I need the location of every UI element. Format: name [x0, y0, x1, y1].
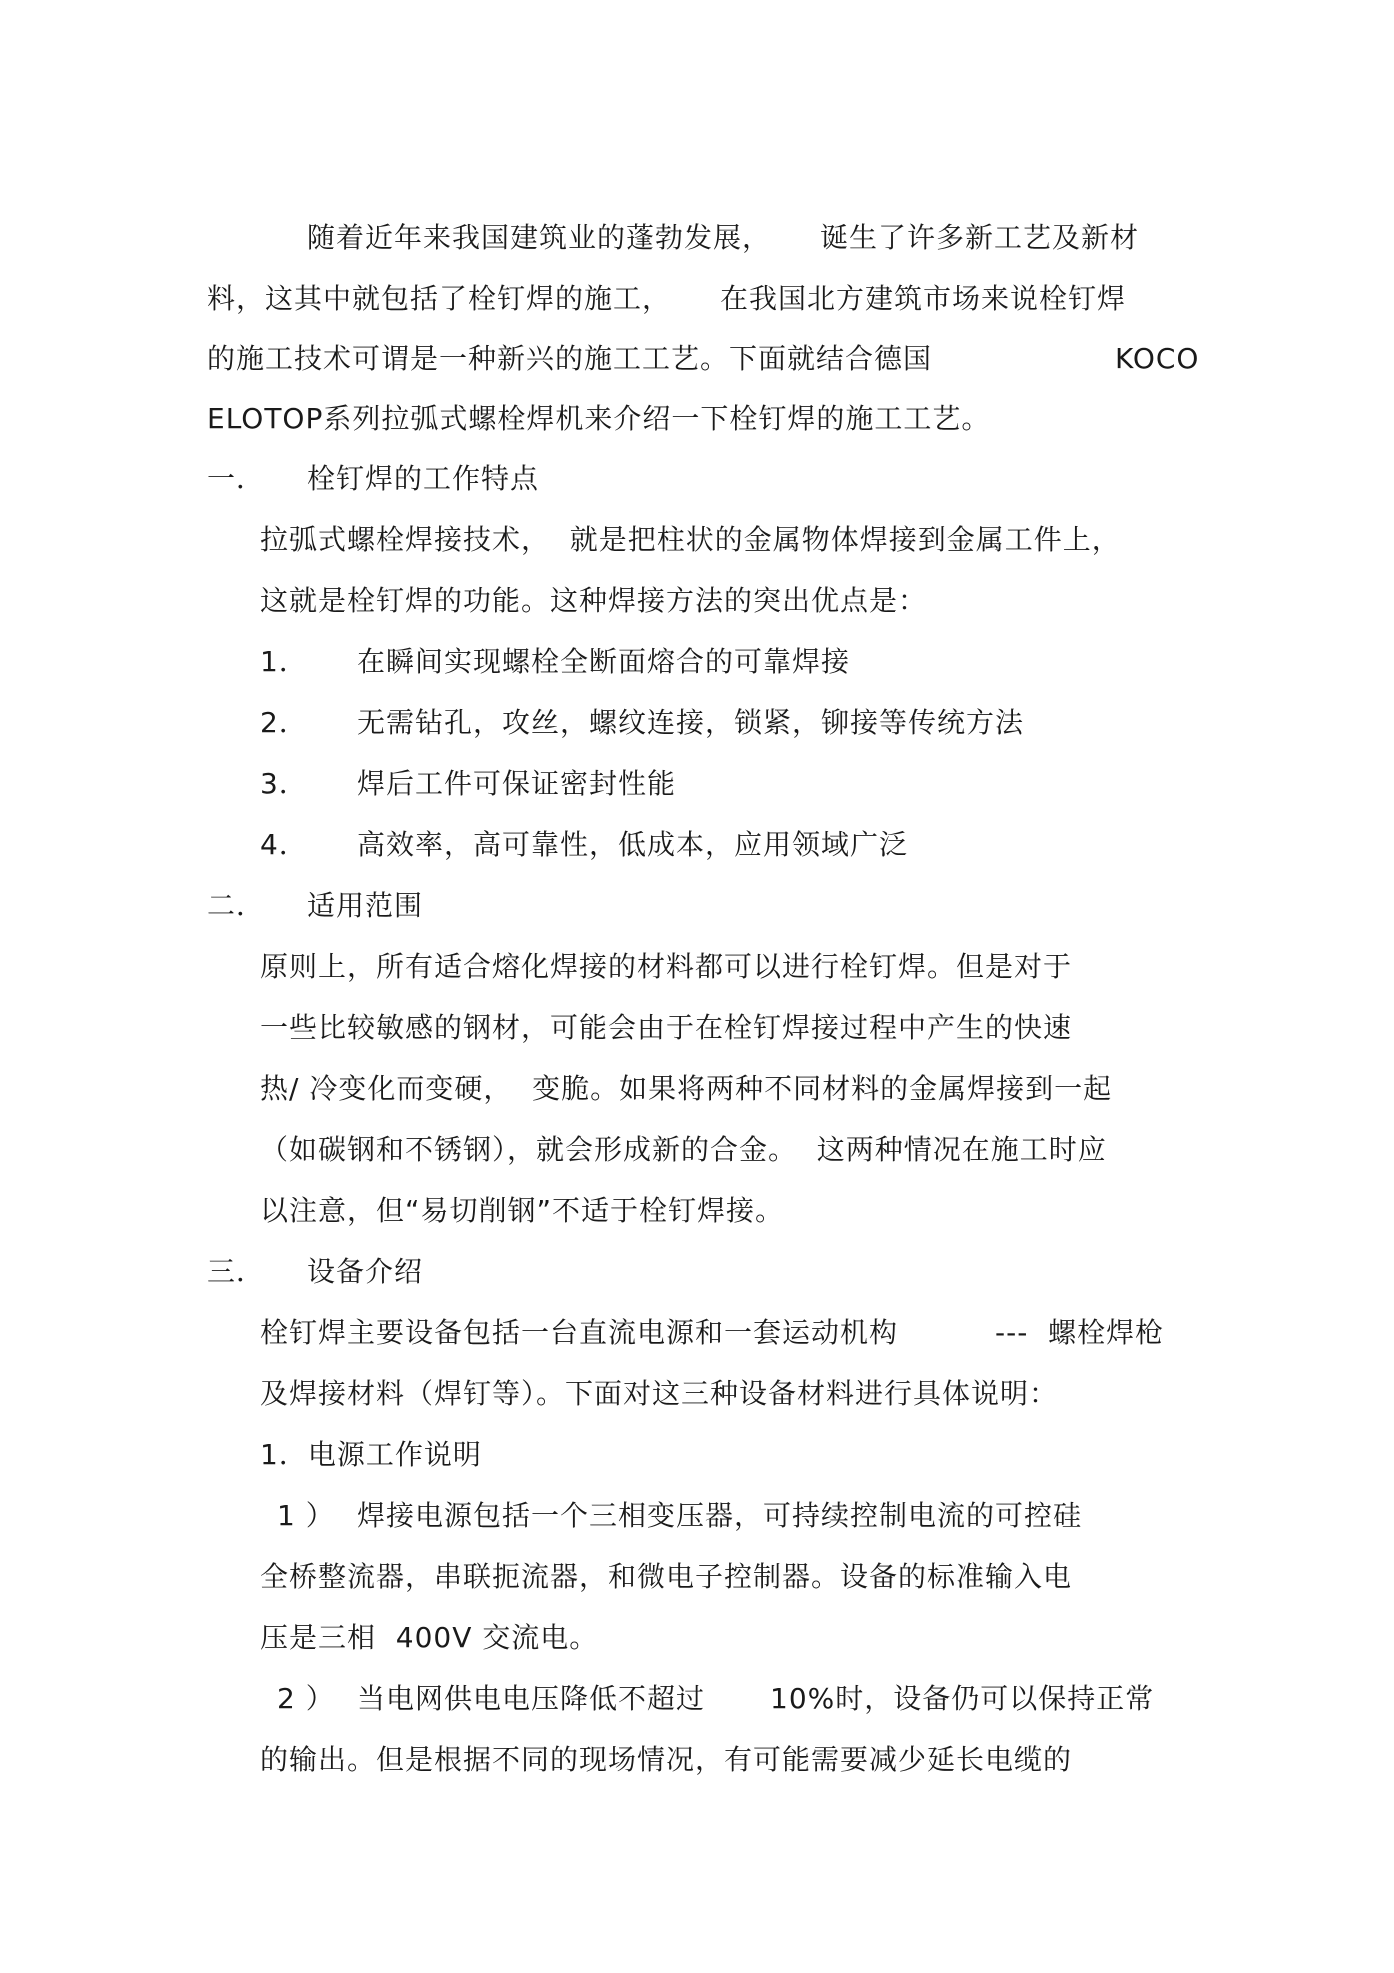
list-item-number: 4．: [260, 828, 308, 861]
section3-number: 三．: [207, 1255, 266, 1288]
section3-para-2: 及焊接材料（焊钉等）。下面对这三种设备材料进行具体说明：: [260, 1377, 1059, 1410]
section2-line: 以注意，但“易切削钢”不适于栓钉焊接。: [260, 1194, 785, 1227]
list-item-number: 2．: [260, 706, 308, 739]
section1-number: 一．: [207, 462, 266, 495]
item2-line-2: 的输出。但是根据不同的现场情况，有可能需要减少延长电缆的: [260, 1743, 1073, 1776]
section1-para-1: 拉弧式螺栓焊接技术， 就是把柱状的金属物体焊接到金属工件上，: [260, 523, 1121, 556]
section1-para-2: 这就是栓钉焊的功能。这种焊接方法的突出优点是：: [260, 584, 928, 617]
section2-line: 原则上，所有适合熔化焊接的材料都可以进行栓钉焊。但是对于: [260, 950, 1073, 983]
intro-line-4: ELOTOP系列拉弧式螺栓焊机来介绍一下栓钉焊的施工工艺。: [207, 402, 991, 435]
intro-line-3a: 的施工技术可谓是一种新兴的施工工艺。下面就结合德国: [207, 342, 933, 375]
item1-number: 1 ）: [277, 1499, 335, 1532]
section3-title: 设备介绍: [307, 1255, 424, 1288]
list-item-text: 焊后工件可保证密封性能: [357, 767, 677, 800]
list-item-number: 1．: [260, 645, 308, 678]
item2-number: 2 ）: [277, 1682, 335, 1715]
item2-line-1a: 当电网供电电压降低不超过: [357, 1682, 706, 1715]
section2-line: 一些比较敏感的钢材，可能会由于在栓钉焊接过程中产生的快速: [260, 1011, 1073, 1044]
section2-title: 适用范围: [307, 889, 424, 922]
section2-line: 热/ 冷变化而变硬， 变脆。如果将两种不同材料的金属焊接到一起: [260, 1072, 1113, 1105]
section2-line: （如碳钢和不锈钢），就会形成新的合金。 这两种情况在施工时应: [260, 1133, 1107, 1166]
intro-line-2b: 在我国北方建筑市场来说栓钉焊: [720, 282, 1127, 315]
list-item-text: 无需钻孔，攻丝，螺纹连接，锁紧，铆接等传统方法: [357, 706, 1025, 739]
intro-line-3b: KOCO: [1115, 342, 1200, 375]
intro-line-1b: 诞生了许多新工艺及新材: [820, 221, 1140, 254]
section1-title: 栓钉焊的工作特点: [307, 462, 540, 495]
list-item-text: 高效率，高可靠性，低成本，应用领域广泛: [357, 828, 909, 861]
list-item-number: 3．: [260, 767, 308, 800]
list-item-text: 在瞬间实现螺栓全断面熔合的可靠焊接: [357, 645, 851, 678]
section3-para-1b: --- 螺栓焊枪: [995, 1316, 1165, 1349]
item1-line-1: 焊接电源包括一个三相变压器，可持续控制电流的可控硅: [357, 1499, 1083, 1532]
subsection-title: 1．电源工作说明: [260, 1438, 482, 1471]
section2-number: 二．: [207, 889, 266, 922]
item2-line-1b: 10%时，设备仍可以保持正常: [770, 1682, 1155, 1715]
section3-para-1a: 栓钉焊主要设备包括一台直流电源和一套运动机构: [260, 1316, 899, 1349]
item1-line-2: 全桥整流器，串联扼流器，和微电子控制器。设备的标准输入电: [260, 1560, 1073, 1593]
intro-line-1a: 随着近年来我国建筑业的蓬勃发展，: [307, 221, 772, 254]
intro-line-2a: 料，这其中就包括了栓钉焊的施工，: [207, 282, 672, 315]
item1-line-3: 压是三相 400V 交流电。: [260, 1621, 599, 1654]
